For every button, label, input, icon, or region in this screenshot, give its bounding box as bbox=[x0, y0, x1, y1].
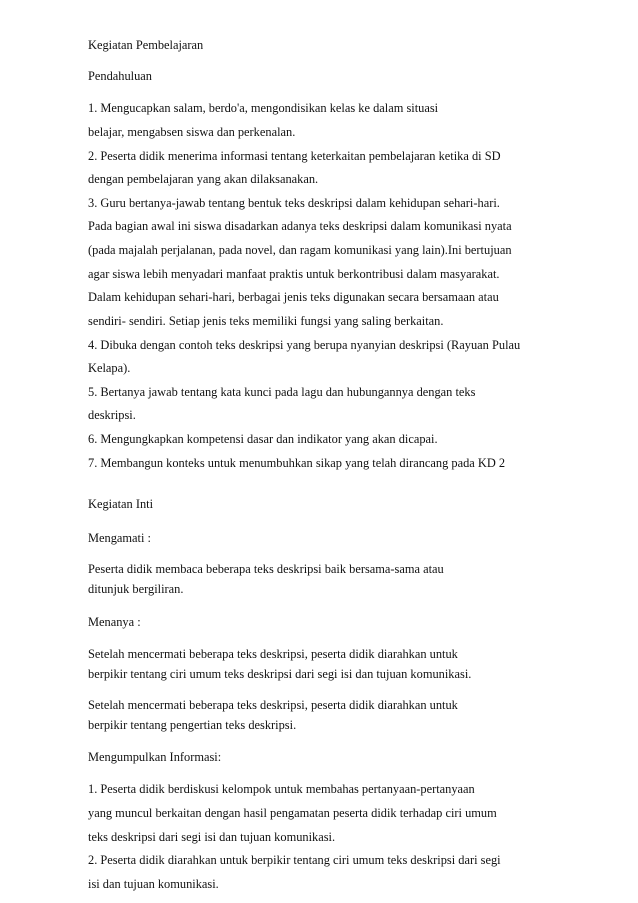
pendahuluan-line: belajar, mengabsen siswa dan perkenalan. bbox=[88, 125, 296, 139]
pendahuluan-line: 7. Membangun konteks untuk menumbuhkan sikap yang telah dirancang pada KD 2 bbox=[88, 456, 506, 470]
subsection-title-mengumpulkan: Mengumpulkan Informasi: bbox=[88, 750, 222, 764]
pendahuluan-line: 5. Bertanya jawab tentang kata kunci pada lagu dan hubungannya dengan teks bbox=[88, 385, 476, 399]
mengumpulkan-line: isi dan tujuan komunikasi. bbox=[88, 877, 219, 891]
pendahuluan-line: 1. Mengucapkan salam, berdo'a, mengondisikan kelas ke dalam situasi bbox=[88, 101, 439, 115]
menanya-line: berpikir tentang pengertian teks deskripsi. bbox=[88, 718, 297, 732]
document-heading: Kegiatan Pembelajaran bbox=[88, 38, 204, 52]
pendahuluan-line: sendiri- sendiri. Setiap jenis teks memiliki fungsi yang saling berkaitan. bbox=[88, 314, 444, 328]
mengamati-line: ditunjuk bergiliran. bbox=[88, 582, 184, 596]
mengumpulkan-line: teks deskripsi dari segi isi dan tujuan komunikasi. bbox=[88, 830, 336, 844]
menanya-line: Setelah mencermati beberapa teks deskripsi, peserta didik diarahkan untuk bbox=[88, 698, 458, 712]
pendahuluan-line: deskripsi. bbox=[88, 408, 136, 422]
menanya-line: berpikir tentang ciri umum teks deskripsi dari segi isi dan tujuan komunikasi. bbox=[88, 667, 472, 681]
subsection-title-mengamati: Mengamati : bbox=[88, 531, 151, 545]
pendahuluan-line: agar siswa lebih menyadari manfaat praktis untuk berkontribusi dalam masyarakat. bbox=[88, 267, 500, 281]
section-title-pendahuluan: Pendahuluan bbox=[88, 69, 153, 83]
pendahuluan-line: (pada majalah perjalanan, pada novel, dan ragam komunikasi yang lain).Ini bertujuan bbox=[88, 243, 512, 257]
pendahuluan-line: 3. Guru bertanya-jawab tentang bentuk teks deskripsi dalam kehidupan sehari-hari. bbox=[88, 196, 500, 210]
mengumpulkan-line: yang muncul berkaitan dengan hasil pengamatan peserta didik terhadap ciri umum bbox=[88, 806, 497, 820]
menanya-line: Setelah mencermati beberapa teks deskripsi, peserta didik diarahkan untuk bbox=[88, 647, 458, 661]
pendahuluan-line: Pada bagian awal ini siswa disadarkan adanya teks deskripsi dalam komunikasi nyata bbox=[88, 219, 512, 233]
pendahuluan-line: 2. Peserta didik menerima informasi tentang keterkaitan pembelajaran ketika di SD bbox=[88, 149, 501, 163]
pendahuluan-line: 6. Mengungkapkan kompetensi dasar dan indikator yang akan dicapai. bbox=[88, 432, 438, 446]
pendahuluan-line: 4. Dibuka dengan contoh teks deskripsi yang berupa nyanyian deskripsi (Rayuan Pulau bbox=[88, 338, 521, 352]
pendahuluan-line: dengan pembelajaran yang akan dilaksanakan. bbox=[88, 172, 319, 186]
subsection-title-menanya: Menanya : bbox=[88, 615, 141, 629]
section-title-kegiatan-inti: Kegiatan Inti bbox=[88, 497, 154, 511]
pendahuluan-line: Dalam kehidupan sehari-hari, berbagai jenis teks digunakan secara bersamaan atau bbox=[88, 290, 499, 304]
mengumpulkan-line: 2. Peserta didik diarahkan untuk berpikir tentang ciri umum teks deskripsi dari segi bbox=[88, 853, 501, 867]
mengamati-line: Peserta didik membaca beberapa teks deskripsi baik bersama-sama atau bbox=[88, 562, 444, 576]
pendahuluan-line: Kelapa). bbox=[88, 361, 131, 375]
mengumpulkan-line: 1. Peserta didik berdiskusi kelompok untuk membahas pertanyaan-pertanyaan bbox=[88, 782, 475, 796]
